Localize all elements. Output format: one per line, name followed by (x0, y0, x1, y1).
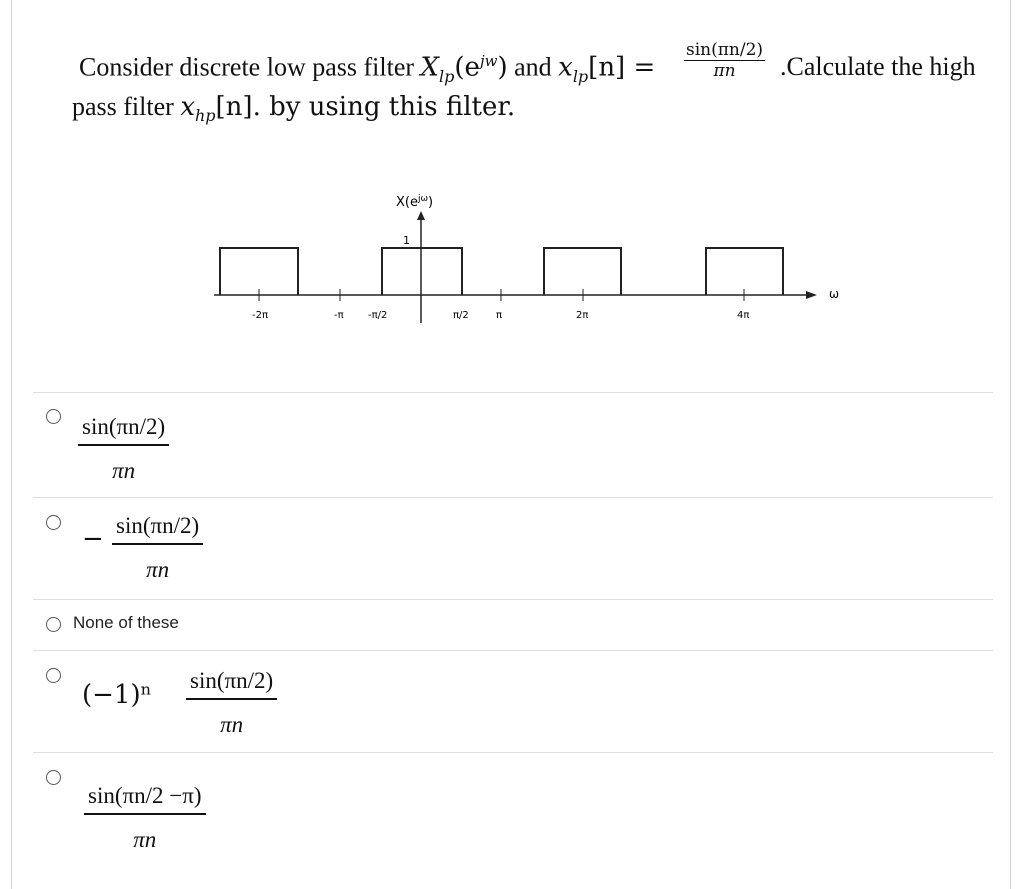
tick-label: -2π (252, 310, 268, 321)
option-5-numerator: sin(πn/2 −π) (84, 783, 206, 815)
option-3-label: None of these (73, 613, 179, 632)
option-4-prefix: (−1)ⁿ (82, 680, 152, 710)
tick-label: 4π (737, 310, 750, 321)
tick-label: -π (334, 310, 344, 321)
option-divider (33, 752, 993, 753)
axis-label-omega: ω (829, 287, 840, 301)
option-1-numerator: sin(πn/2) (78, 414, 169, 446)
option-1-fraction (78, 414, 169, 484)
option-2-prefix: − (82, 524, 104, 554)
option-divider (33, 497, 993, 498)
passband-rect-0 (382, 248, 462, 295)
passband-rect-4pi (706, 248, 783, 295)
fraction-numerator: sin(πn/2) (686, 40, 764, 60)
passband-rect-minus-2pi (220, 248, 298, 295)
math-sub: lp (439, 66, 455, 86)
math-arg: [n] = (588, 52, 656, 83)
option-5-radio[interactable] (46, 770, 61, 785)
option-2-denominator: πn (146, 557, 170, 582)
option-1-radio[interactable] (46, 409, 61, 424)
fraction-denominator: πn (684, 60, 765, 81)
option-1-denominator: πn (112, 458, 136, 483)
option-2-radio[interactable] (46, 515, 61, 530)
math-x: x (558, 52, 573, 83)
option-2-fraction (112, 513, 203, 583)
question-text-end: [n]. by using this filter. (215, 92, 516, 122)
passband-rect-2pi (544, 248, 621, 295)
option-divider (33, 599, 993, 600)
math-sub: lp (572, 66, 589, 86)
option-divider (33, 650, 993, 651)
math-sup: jw (479, 52, 498, 70)
option-2-numerator: sin(πn/2) (112, 513, 203, 545)
option-3-radio[interactable] (46, 617, 61, 632)
figure-title: $X(e^{j\omega})$ (396, 194, 434, 210)
option-4-denominator: πn (220, 712, 244, 737)
horizontal-axis-arrow (806, 291, 817, 299)
option-5-denominator: πn (133, 827, 157, 852)
option-4-numerator: sin(πn/2) (186, 668, 277, 700)
tick-label: π/2 (453, 310, 469, 321)
tick-label: -π/2 (368, 310, 388, 321)
question-text: pass filter (72, 92, 181, 121)
math-sub: hp (194, 106, 216, 126)
tick-label: 2π (576, 310, 589, 321)
math-close: ) (497, 52, 508, 83)
tick-label: π (496, 310, 503, 321)
question-text-end: .Calculate the high (780, 52, 976, 81)
option-4-radio[interactable] (46, 668, 61, 683)
amplitude-label: 1 (403, 234, 410, 247)
math-arg: (e (454, 52, 480, 83)
math-x: x (180, 92, 195, 122)
question-text: Consider discrete low pass filter (79, 52, 421, 82)
math-X: X (420, 52, 440, 83)
question-text-and: and (507, 52, 559, 82)
option-4-fraction (186, 668, 277, 738)
option-divider (33, 392, 993, 393)
spectrum-figure (0, 0, 1024, 380)
vertical-axis-arrow (417, 211, 425, 220)
option-5-fraction (84, 783, 206, 853)
